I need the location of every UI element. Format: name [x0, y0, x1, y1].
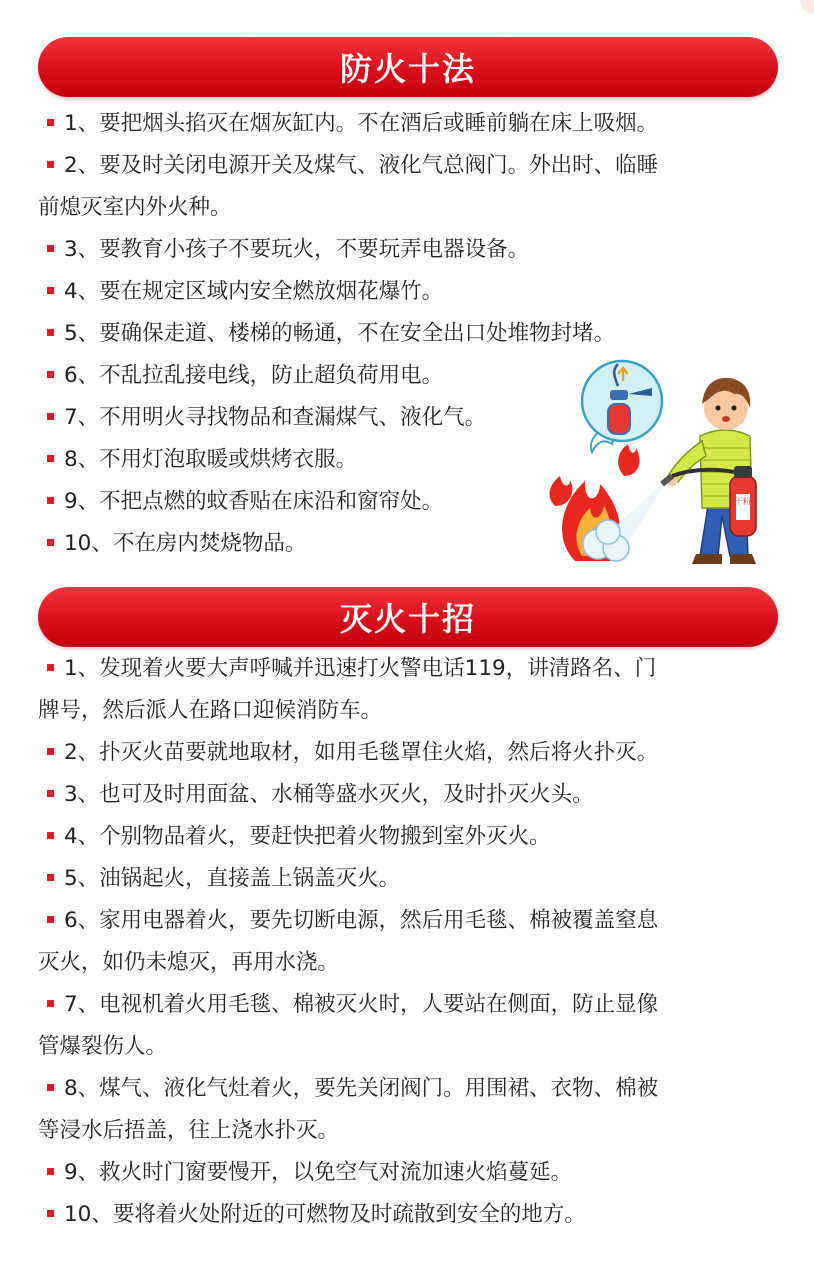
section-title: 灭火十招: [339, 600, 476, 638]
list-item-text: 9、不把点燃的蚊香贴在床沿和窗帘处。: [64, 489, 444, 514]
extinguisher-hint-icon: [582, 361, 662, 452]
list-item-continuation: [38, 1110, 783, 1152]
list-item-text: 管爆裂伤人。: [38, 1034, 168, 1059]
list-item-text: 灭火，如仍未熄灭，再用水浇。: [38, 950, 340, 975]
list-item-text: 9、救火时门窗要慢开，以免空气对流加速火焰蔓延。: [64, 1160, 573, 1185]
bullet-square-icon: [47, 1000, 54, 1007]
list-item-text: 等浸水后捂盖，往上浇水扑灭。: [38, 1118, 340, 1143]
bullet-square-icon: [47, 161, 54, 168]
list-item: [38, 271, 783, 313]
list-item-text: 2、扑灭火苗要就地取材，如用毛毯罩住火焰，然后将火扑灭。: [64, 740, 659, 765]
list-item-line: [38, 984, 783, 1026]
list-item-continuation: [38, 1026, 783, 1068]
list-item: [38, 1194, 783, 1236]
list-item-text: 5、要确保走道、楼梯的畅通，不在安全出口处堆物封堵。: [64, 321, 616, 346]
list-item: [38, 145, 783, 229]
list-item-line: [38, 816, 783, 858]
list-item-text: 10、不在房内焚烧物品。: [64, 531, 307, 556]
list-item: [38, 816, 783, 858]
list-item: [38, 313, 783, 355]
bullet-square-icon: [47, 1210, 54, 1217]
list-item-line: [38, 1194, 783, 1236]
list-item-text: 6、不乱拉乱接电线，防止超负荷用电。: [64, 363, 444, 388]
list-item-continuation: [38, 690, 783, 732]
section-banner-fire-fighting: [38, 587, 778, 647]
list-item-text: 7、电视机着火用毛毯、棉被灭火时，人要站在侧面，防止显像: [64, 992, 659, 1017]
section-title: 防火十法: [339, 50, 476, 88]
list-item-line: [38, 1068, 783, 1110]
list-item: [38, 900, 783, 984]
bullet-square-icon: [47, 119, 54, 126]
list-item: [38, 1068, 783, 1152]
list-item-text: 8、不用灯泡取暖或烘烤衣服。: [64, 447, 358, 472]
bullet-square-icon: [47, 455, 54, 462]
corner-decoration: [800, 0, 814, 14]
list-item-line: [38, 900, 783, 942]
bullet-square-icon: [47, 1084, 54, 1091]
list-item-line: [38, 229, 783, 271]
boy-extinguisher-illustration: [540, 356, 776, 574]
list-item-text: 4、要在规定区域内安全燃放烟花爆竹。: [64, 279, 444, 304]
list-item: [38, 984, 783, 1068]
bullet-square-icon: [47, 497, 54, 504]
list-item-line: [38, 732, 783, 774]
bullet-square-icon: [47, 664, 54, 671]
list-item-continuation: [38, 942, 783, 984]
bullet-square-icon: [47, 916, 54, 923]
list-item: [38, 1152, 783, 1194]
section-banner-fire-prevention: [38, 37, 778, 97]
list-item-text: 1、要把烟头掐灭在烟灰缸内。不在酒后或睡前躺在床上吸烟。: [64, 111, 659, 136]
fire-fighting-list: [38, 648, 783, 1236]
list-item: [38, 732, 783, 774]
list-item-line: [38, 648, 783, 690]
bullet-square-icon: [47, 245, 54, 252]
list-item-line: [38, 1152, 783, 1194]
list-item-text: 1、发现着火要大声呼喊并迅速打火警电话119，讲清路名、门: [64, 656, 657, 681]
bullet-square-icon: [47, 748, 54, 755]
list-item-text: 4、个别物品着火，要赶快把着火物搬到室外灭火。: [64, 824, 551, 849]
list-item-text: 7、不用明火寻找物品和查漏煤气、液化气。: [64, 405, 487, 430]
list-item-text: 前熄灭室内外火种。: [38, 195, 232, 220]
list-item: [38, 648, 783, 732]
list-item-line: [38, 774, 783, 816]
bullet-square-icon: [47, 539, 54, 546]
list-item-line: [38, 313, 783, 355]
list-item-text: 2、要及时关闭电源开关及煤气、液化气总阀门。外出时、临睡: [64, 153, 659, 178]
list-item-text: 8、煤气、液化气灶着火，要先关闭阀门。用围裙、衣物、棉被: [64, 1076, 659, 1101]
list-item-text: 牌号，然后派人在路口迎候消防车。: [38, 698, 383, 723]
list-item-line: [38, 145, 783, 187]
list-item: [38, 774, 783, 816]
list-item-text: 5、油锅起火，直接盖上锅盖灭火。: [64, 866, 401, 891]
bullet-square-icon: [47, 874, 54, 881]
list-item-continuation: [38, 187, 783, 229]
list-item-line: [38, 858, 783, 900]
list-item-line: [38, 103, 783, 145]
boy-with-extinguisher: [662, 378, 756, 564]
extinguisher-label: 干粉: [735, 497, 751, 506]
bullet-square-icon: [47, 413, 54, 420]
list-item: [38, 103, 783, 145]
bullet-square-icon: [47, 329, 54, 336]
bullet-square-icon: [47, 1168, 54, 1175]
bullet-square-icon: [47, 790, 54, 797]
list-item-text: 6、家用电器着火，要先切断电源，然后用毛毯、棉被覆盖窒息: [64, 908, 659, 933]
list-item: [38, 858, 783, 900]
bullet-square-icon: [47, 287, 54, 294]
list-item-text: 10、要将着火处附近的可燃物及时疏散到安全的地方。: [64, 1202, 586, 1227]
bullet-square-icon: [47, 832, 54, 839]
list-item-text: 3、也可及时用面盆、水桶等盛水灭火，及时扑灭火头。: [64, 782, 594, 807]
list-item-text: 3、要教育小孩子不要玩火，不要玩弄电器设备。: [64, 237, 530, 262]
list-item-line: [38, 271, 783, 313]
bullet-square-icon: [47, 371, 54, 378]
list-item: [38, 229, 783, 271]
